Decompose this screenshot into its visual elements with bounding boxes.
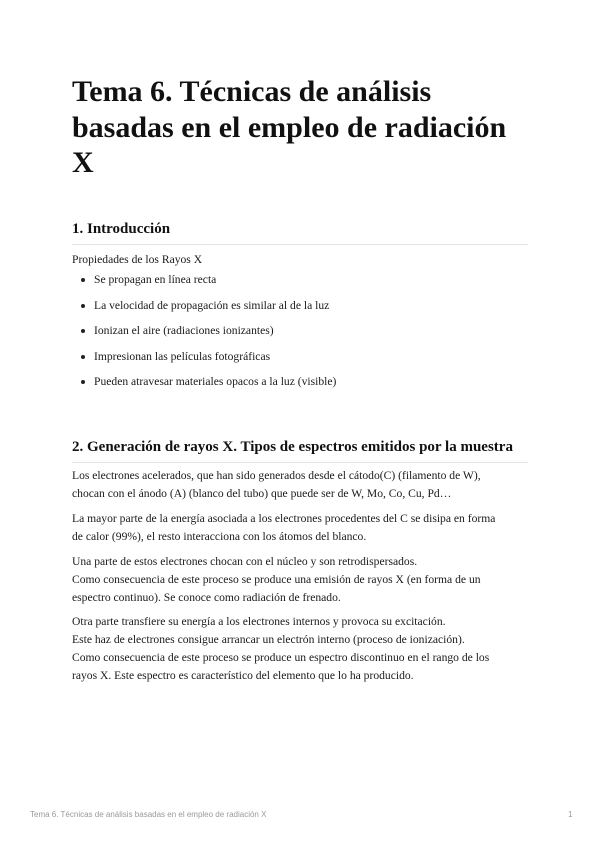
properties-intro: Propiedades de los Rayos X (72, 253, 203, 266)
text-line: Como consecuencia de este proceso se produce un espectro discontinuo en el rango de los (72, 651, 490, 664)
text-line: La mayor parte de la energía asociada a los electrones procedentes del C se disipa en forma (72, 512, 496, 525)
footer-page-number: 1 (568, 810, 573, 819)
text-line: Este haz de electrones consigue arrancar un electrón interno (proceso de ionización). (72, 633, 465, 646)
text-line: Los electrones acelerados, que han sido generados desde el cátodo(C) (filamento de W), (72, 469, 481, 482)
section-heading-generacion: 2. Generación de rayos X. Tipos de espectros emitidos por la muestra (72, 439, 528, 463)
text-line: chocan con el ánodo (A) (blanco del tubo) que puede ser de W, Mo, Co, Cu, Pd… (72, 487, 452, 500)
list-item: Se propagan en línea recta (72, 267, 528, 293)
list-item: Pueden atravesar materiales opacos a la luz (visible) (72, 369, 528, 395)
list-item: Ionizan el aire (radiaciones ionizantes) (72, 318, 528, 344)
text-line: Una parte de estos electrones chocan con el núcleo y son retrodispersados. (72, 555, 418, 568)
list-item: La velocidad de propagación es similar al de la luz (72, 293, 528, 319)
section-heading-introduccion: 1. Introducción (72, 221, 528, 245)
document-title: Tema 6. Técnicas de análisis basadas en el empleo de radiación X (72, 75, 507, 179)
properties-list (72, 267, 528, 395)
text-line: Otra parte transfiere su energía a los electrones internos y provoca su excitación. (72, 615, 446, 628)
text-line: Como consecuencia de este proceso se produce una emisión de rayos X (en forma de un (72, 573, 481, 586)
text-line: espectro continuo). Se conoce como radiación de frenado. (72, 591, 341, 604)
paragraph-radiacion-frenado (72, 553, 528, 607)
paragraph-energia-calor (72, 510, 528, 546)
paragraph-espectro-discontinuo (72, 613, 528, 685)
list-item: Impresionan las películas fotográficas (72, 344, 528, 370)
paragraph-electrones-acelerados (72, 467, 528, 503)
text-line: rayos X. Este espectro es característico del elemento que lo ha producido. (72, 669, 414, 682)
footer-running-title: Tema 6. Técnicas de análisis basadas en el empleo de radiación X (30, 810, 267, 819)
text-line: de calor (99%), el resto interacciona con los átomos del blanco. (72, 530, 367, 543)
